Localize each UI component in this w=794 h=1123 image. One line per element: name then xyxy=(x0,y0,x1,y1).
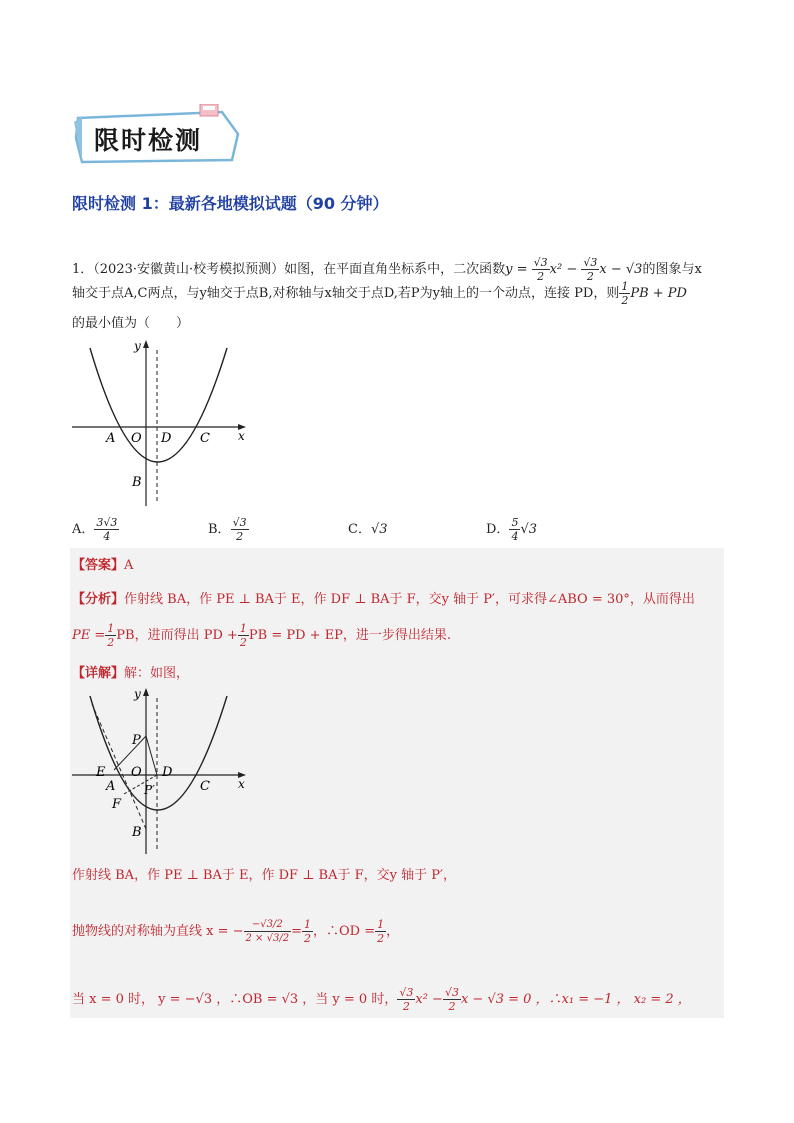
label-O: O xyxy=(131,431,142,446)
label-A: A xyxy=(106,779,116,794)
x-axis-label: x xyxy=(238,777,245,791)
label-P: P xyxy=(132,733,141,748)
choice-c[interactable]: C．√3 xyxy=(348,522,388,537)
label-A: A xyxy=(106,431,116,446)
label-C: C xyxy=(200,779,210,794)
label-B: B xyxy=(132,475,142,490)
label-C: C xyxy=(200,431,210,446)
section-title: 限时检测 1：最新各地模拟试题（90 分钟） xyxy=(72,194,389,213)
choice-d[interactable]: D． $\frac{5}{4}$ √3 xyxy=(486,516,537,543)
question-line2: 轴交于点A,C两点，与y轴交于点B,对称轴与x轴交于点D,若P为y轴上的一个动点，连接 PD，则 $\frac{1}{2}$ PB + PD xyxy=(72,280,687,307)
label-D: D xyxy=(161,431,172,446)
question-line1: 1．（2023·安徽黄山·校考模拟预测）如图，在平面直角坐标系中，二次函数y = $\frac{√3}{2}$ x² − $\frac{√3}{2}$ x − √3的图象与x xyxy=(72,256,702,283)
question-line3: 的最小值为（ ） xyxy=(72,316,190,331)
choice-a[interactable]: A． $\frac{3√3}{4}$ xyxy=(72,516,118,543)
label-B: B xyxy=(132,825,142,840)
label-F: F xyxy=(112,797,122,812)
solution-line3: 当 x = 0 时， y = −√3 ，∴OB = √3 ，当 y = 0 时， $\frac{√3}{2}$ x² − $\frac{√3}{2}$ x − √3 = 0 ，∴x₁ = −1 ， x₂ = 2 ， xyxy=(72,986,691,1013)
label-O: O xyxy=(131,765,142,780)
parabola-graph-2 xyxy=(70,684,250,856)
analysis-line1: 【分析】作射线 BA，作 PE ⊥ BA于 E，作 DF ⊥ BA于 F，交y 轴于 P′，可求得∠ABO = 30°，从而得出 xyxy=(72,592,695,607)
choice-b[interactable]: B． $\frac{√3}{2}$ xyxy=(208,516,247,543)
y-axis-label: y xyxy=(134,687,141,701)
analysis-line2: PE = $\frac{1}{2}$ PB，进而得出 PD + $\frac{1}{2}$ PB = PD + EP，进一步得出结果. xyxy=(72,622,452,649)
solution-line2: 抛物线的对称轴为直线 x = − $\frac{-√3/2}{2 \times √3/2}$ = $\frac{1}{2}$ ，∴OD = $\frac{1}{2}$ ， xyxy=(72,918,400,945)
y-axis-label: y xyxy=(134,339,141,353)
answer-line: 【答案】A xyxy=(72,558,134,573)
x-axis-label: x xyxy=(238,429,245,443)
detail-line: 【详解】解：如图， xyxy=(72,666,190,681)
solution-line1: 作射线 BA，作 PE ⊥ BA于 E，作 DF ⊥ BA于 F，交y 轴于 P′， xyxy=(72,868,456,883)
label-D: D xyxy=(162,765,173,780)
banner-title: 限时检测 xyxy=(94,126,203,155)
label-E: E xyxy=(96,765,106,780)
parabola-graph-1 xyxy=(70,336,250,508)
label-P-prime: P′ xyxy=(144,783,155,797)
